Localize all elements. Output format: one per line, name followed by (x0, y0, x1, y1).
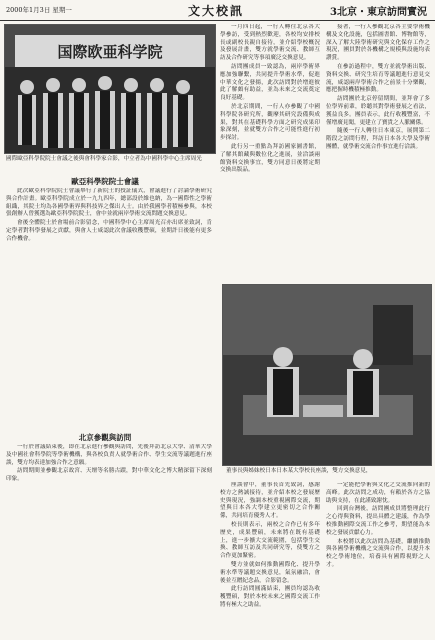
group-photo-caption: 國際歐亞科學院院士會議之後與會科學家合影，中立者為中國科學中心主席周光 (6, 156, 202, 162)
article-column-5 (326, 482, 430, 636)
newspaper-title: 文大校訊 (188, 4, 245, 18)
paragraph: 校長則表示，兩校之合作已有多年歷史，成果豐碩，未來將在既有基礎上，進一步擴大交流範圍，包括學生交換、教師互訪及共同研究等，使雙方之合作更加緊密。 (220, 521, 320, 560)
meeting-photo-image (223, 285, 431, 465)
article-column-2 (220, 24, 320, 279)
article-column-3 (326, 24, 430, 279)
paragraph: 雙方並就如何推動國際化、提升學術水準等議題交換意見，氣氛融洽，會後並互贈紀念品，合影留念。 (220, 561, 320, 584)
paragraph: 回到台灣後，訪問團成員將整理此行之心得與資料，提出具體之建議，作為學校推動國際交流工作之參考，期望能為本校之發展貢獻心力。 (326, 506, 430, 536)
paragraph: 此次歐亞科學院院士會議舉行了新院士的授証儀式，會議進行了討論學術研究與合作計畫。歐亞科學院成立於一九九四年，總部設於維也納，為一國際性之學術組織，其院士均為各國學術界與科技界之傑出人士。由於我國學者積極參與，本校張創辦人曾獲選為歐亞科學院院士，會中並就兩岸學術交流問題交換意見。 (6, 188, 212, 218)
article-heading-academy: 歐亞科學院院士會議 (71, 177, 139, 186)
paragraph: 訪問團成員一致認為，兩岸學術界應加強聯繫，共同提升學術水準，促進中華文化之發揚，此次訪問對於增進彼此了解頗有助益，並為未來之交流奠定良好基礎。 (220, 63, 320, 102)
masthead (0, 0, 435, 21)
paragraph: 此行訪問圓滿結束，團員均認為收穫豐碩，對於本校未來之國際交流工作將有極大之助益。 (220, 586, 320, 608)
paragraph: 於北京期間，一行人亦參觀了中國科學院各研究所，觀摩其研究設備與成果，對其在基礎科學方面之研究成果印象深刻，並就雙方合作之可能性進行初步探討。 (220, 103, 320, 142)
paragraph: 在參訪過程中，雙方並就學術出版、資料交換、研究生培育等議題進行意見交流，咸認兩岸學術合作之前景十分樂觀，應把握時機積極推動。 (326, 63, 430, 94)
page-section-title: 3北京・東京訪問實況 (330, 7, 427, 18)
paragraph: 訪問團於北京停留期間，並拜會了多位學界前輩，聆聽其對學術發展之看法，獲益良多。團員表示，此行收穫豐富，不僅增廣見聞，更建立了寶貴之人脈關係。 (326, 96, 430, 126)
paragraph: 隨後一行人轉往日本東京，展開第二階段之訪問行程，拜訪日本各大學及學術團體，就學術交流合作事宜進行洽談。 (326, 128, 430, 150)
issue-date: 2000年1月3日 星期一 (6, 6, 72, 14)
paragraph: 本校將以此次訪問為基礎，繼續推動與各國學術機構之交流與合作，以提升本校之學術地位，培養具有國際視野之人才。 (326, 538, 430, 568)
paragraph: 一月四日起，一行人轉往北京各大學參訪，受到熱烈歡迎，各校均安排校長或副校長親自接待，並介紹學校概況及發展計畫，雙方就學術交流、教師互訪及合作研究等事項廣泛交換意見。 (220, 24, 320, 62)
meeting-photo (222, 284, 432, 466)
meeting-photo-caption: 董事長與姊妹校日本日本某大學校長座談，雙方交換意見， (226, 468, 372, 474)
group-photo-image (5, 25, 215, 153)
paragraph: 接著，一行人參觀北京各主要學術機構及文化設施，包括圖書館、博物館等，深入了解大陸學術研究與文化保存工作之現況，團員對於各機構之規模與設施均表讚賞。 (326, 24, 430, 62)
article-heading-beijing: 北京參觀與訪問 (78, 433, 132, 442)
paragraph: 座談會中，董事長首先致詞，感謝校方之熱誠接待，並介紹本校之發展歷史與現況，強調本校重視國際交流，期望與日本各大學建立更密切之合作關係，共同培育優秀人才。 (220, 482, 320, 520)
group-photo (4, 24, 216, 154)
article-column-4 (220, 482, 320, 636)
article-body-beijing (6, 444, 212, 636)
banner-text: 国際欧亜科学院 (57, 43, 163, 61)
paragraph: 一定能把學術與文化之交流推向新的高峰。此次訪問之成功，有賴於各方之協助與支持，在此謹致謝忱。 (326, 482, 430, 504)
article-body-academy (6, 188, 212, 430)
paragraph: 一行於會議結束後，即在北京進行參觀與訪問，先後拜訪北京大學、清華大學及中國社會科學院等學術機構，與各校負責人就學術合作、學生交流等議題進行座談，雙方均表達加強合作之意願。 (6, 444, 212, 466)
paragraph: 訪問期間並參觀北京故宮、天壇等名勝古蹟，對中華文化之博大精深留下深刻印象。 (6, 468, 212, 483)
paragraph: 此行另一重點為拜訪國家圖書館，了解其館藏與數位化之進展，並洽談兩館資料交換事宜，雙方同意日後將定期交換出版品。 (220, 143, 320, 174)
paragraph: 會後全體院士於會場前合影留念，中國科學中心主席周光召亦出席並致詞，肯定學者對科學發展之貢獻，與會人士咸認此次會議收穫豐碩，並期許日後能有更多合作機會。 (6, 220, 212, 242)
